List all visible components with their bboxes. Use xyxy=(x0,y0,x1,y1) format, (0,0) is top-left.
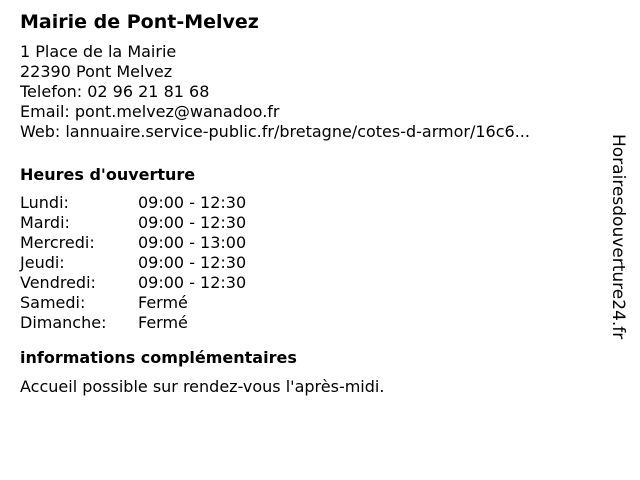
hours-day: Mercredi: xyxy=(20,233,95,252)
hours-time: 09:00 - 12:30 xyxy=(138,253,247,272)
hours-row-mercredi xyxy=(20,233,600,253)
hours-day: Lundi: xyxy=(20,193,69,212)
hours-table xyxy=(20,193,600,333)
hours-time: Fermé xyxy=(138,313,188,332)
hours-time: 09:00 - 12:30 xyxy=(138,193,247,212)
hours-heading: Heures d'ouverture xyxy=(20,165,196,184)
info-heading: informations complémentaires xyxy=(20,348,297,367)
hours-day: Samedi: xyxy=(20,293,86,312)
hours-day: Jeudi: xyxy=(20,253,65,272)
email-line: Email: pont.melvez@wanadoo.fr xyxy=(20,102,280,121)
hours-time: 09:00 - 12:30 xyxy=(138,273,247,292)
hours-time: Fermé xyxy=(138,293,188,312)
hours-day: Mardi: xyxy=(20,213,70,232)
hours-row-jeudi xyxy=(20,253,600,273)
page-title: Mairie de Pont-Melvez xyxy=(20,11,259,33)
site-watermark: Horairesdouverture24.fr xyxy=(608,134,628,340)
hours-row-dimanche xyxy=(20,313,600,333)
hours-row-lundi xyxy=(20,193,600,213)
content xyxy=(20,10,600,397)
web-line: Web: lannuaire.service-public.fr/bretagne/cotes-d-armor/16c6... xyxy=(20,122,530,141)
hours-day: Dimanche: xyxy=(20,313,107,332)
hours-day: Vendredi: xyxy=(20,273,96,292)
hours-time: 09:00 - 13:00 xyxy=(138,233,247,252)
hours-time: 09:00 - 12:30 xyxy=(138,213,247,232)
address-city: 22390 Pont Melvez xyxy=(20,62,173,81)
hours-row-samedi xyxy=(20,293,600,313)
hours-row-vendredi xyxy=(20,273,600,293)
address-block xyxy=(20,42,600,142)
address-street: 1 Place de la Mairie xyxy=(20,42,177,61)
phone-line: Telefon: 02 96 21 81 68 xyxy=(20,82,210,101)
hours-row-mardi xyxy=(20,213,600,233)
info-text: Accueil possible sur rendez-vous l'après-midi. xyxy=(20,377,385,396)
